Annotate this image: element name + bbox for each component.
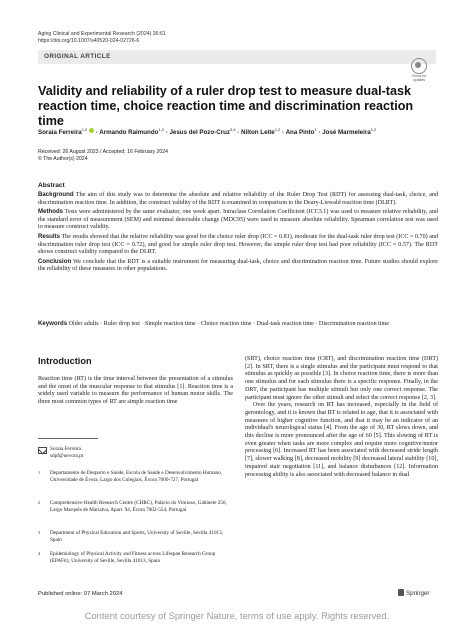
intro-paragraph: Over the years, research on RT has increased, especially in the field of gerontology, and it is known that RT is related to age, that it is associated with measures of higher cognitive function, and that it may be an indicator of an individual's neurological status [4]. From the age of 30, RT slows down, and this decline is more pronounced after the age of 60 [5]. This slowing of RT is even greater when tasks are more complex and require more cognitive/motor processing [6]. Increased RT has been associated with decreased stride length [7], slower walking [8], decreased mobility [9] decreased lateral stability [10], impaired stair negotiation [11], and balance disturbances [12]. Information processing ability is also associated with decreased balance in dual	[245, 402, 438, 478]
affiliation-number: 3	[38, 530, 41, 535]
results-label: Results	[38, 232, 61, 240]
author-name[interactable]: Ana Pinto	[285, 129, 315, 137]
abstract	[38, 182, 438, 275]
affiliation-number: 1	[38, 470, 41, 475]
background-text: The aim of this study was to determine the absolute and relative reliability of the Ruler Drop Test (RDT) for assessing dual-task, choice, and discrimination reaction time. In addition, the construct validity of the RDT is examined in comparison to the Deary-Liewald reaction time (DLRT).	[38, 191, 439, 206]
intro-right-column	[245, 356, 438, 479]
doi-link[interactable]: https://doi.org/10.1007/s40520-024-02726-6	[38, 38, 140, 44]
published-online: Published online: 07 March 2024	[38, 591, 123, 597]
affiliation-1	[38, 470, 228, 490]
intro-paragraph: Reaction time (RT) is the time interval between the presentation of a stimulus and the onset of the muscular response to that stimulus [1]. Reaction time is a widely used variable to measure the performance of human motor skills. The three most common types of RT are simple reaction time	[38, 376, 233, 406]
publisher-logo	[398, 589, 429, 597]
article-dates	[38, 149, 168, 163]
copyright: © The Author(s) 2024	[38, 156, 88, 162]
publisher-name: Springer	[406, 590, 430, 597]
affiliation-4	[38, 551, 228, 571]
author-aff: 1,2	[158, 127, 164, 132]
intro-heading: Introduction	[38, 356, 92, 366]
affiliation-2	[38, 500, 228, 520]
check-updates-label: Check for updates	[411, 74, 427, 82]
conclusion-label: Conclusion	[38, 257, 72, 265]
author-name[interactable]: Nilton Leite	[241, 129, 275, 137]
springer-horse-icon	[398, 589, 404, 596]
article-type: ORIGINAL ARTICLE	[44, 53, 111, 60]
corresponding-author	[38, 446, 228, 460]
author-list: Soraia Ferreira$^{1,2}$ · Armando Raimundo$^{1,2}$ · Jesus del Pozo-Cruz$^{3,4}$ · Nilton Leite$^{1,2}$ · Ana Pinto$^1$ · José Marmeleira$^{1,2}$	[38, 127, 377, 137]
abstract-background	[38, 191, 438, 208]
courtesy-notice: Content courtesy of Springer Nature, terms of use apply. Rights reserved.	[84, 610, 390, 621]
affiliation-text: Departamento de Desporto e Saúde, Escola de Saúde e Desenvolvimento Humano, Universidade de Évora, Largo dos Colegiais, Évora 7000-727, Portugal	[50, 470, 223, 483]
author-aff: 1	[314, 127, 317, 132]
keywords	[38, 320, 438, 329]
author-name[interactable]: Jesus del Pozo-Cruz	[169, 129, 230, 137]
article-title: Validity and reliability of a ruler drop test to measure dual-task reaction time, choice reaction time and discrimination reaction time	[38, 84, 414, 128]
affiliation-number: 2	[38, 500, 41, 505]
abstract-results	[38, 233, 438, 257]
received-accepted: Received: 26 August 2023 / Accepted: 16 February 2024	[38, 149, 169, 155]
background-label: Background	[38, 190, 74, 198]
intro-paragraph: (SRT), choice reaction time (CRT), and discrimination reaction time (DRT) [2]. In SRT, there is a single stimulus and the participant must respond to that stimulus as quickly as possible [3]. In choice reaction time, there is more than one stimulus and for each stimulus there is a specific response. Finally, in the DRT, the participant has multiple stimuli but only one correct response. The participant must ignore the other stimuli and select the correct response [2, 3].	[245, 356, 438, 401]
author-aff: 3,4	[229, 127, 236, 132]
abstract-conclusion	[38, 258, 438, 275]
author-name[interactable]: Armando Raimundo	[99, 129, 159, 137]
corresponding-name: Soraia Ferreira	[50, 446, 81, 452]
affiliation-number: 4	[38, 551, 41, 556]
author-name[interactable]: José Marmeleira	[322, 129, 371, 137]
results-text: The results showed that the relative reliability was good for the choice ruler drop (ICC = 0.81), moderate for the dual-task ruler drop test (ICC = 0.70) and discrimination ruler drop test (ICC = 0.72), and good for simple ruler drop test. However, the simple ruler drop test had poor reliability (ICC = 0.57). The RDT shows construct validity compared to the DLRT.	[38, 233, 438, 256]
journal-line: Aging Clinical and Experimental Research (2024) 36:61	[38, 31, 166, 37]
methods-text: Tests were administered by the same evaluator, one week apart. Intraclass Correlation Coefficient (ICC3.1) was used to measure relative reliability, and the standard error of measurement (SEM) and minimal detectable change (MDC95) were used to measure absolute reliability. Spearman correlation test was used to measure construct validity.	[38, 208, 438, 231]
author-aff: 1,2	[370, 127, 377, 132]
check-updates-badge[interactable]	[408, 58, 430, 84]
abstract-methods	[38, 208, 438, 232]
abstract-heading: Abstract	[38, 182, 65, 189]
keywords-text: Older adults · Ruler drop test · Simple reaction time · Choice reaction time · Dual-task reaction time · Discrimination reaction time	[68, 321, 389, 327]
methods-label: Methods	[38, 207, 64, 215]
orcid-icon[interactable]	[89, 128, 94, 133]
mail-icon	[38, 447, 47, 454]
affiliation-text: Epidemiology of Physical Activity and Fitness across Lifespan Research Group (EPAFit), University of Seville, Sevilla 41013, Spain	[50, 551, 216, 564]
author-name[interactable]: Soraia Ferreira	[38, 129, 82, 137]
affiliation-3	[38, 530, 228, 544]
affiliation-text: Department of Physical Education and Sports, University of Seville, Sevilla 41013, Spain	[50, 530, 224, 543]
intro-left-column	[38, 376, 233, 407]
corresponding-email[interactable]: sdpf@uevora.pt	[50, 452, 84, 459]
footnote-divider	[38, 438, 98, 439]
affiliation-text: Comprehensive Health Research Centre (CHRC), Palácio do Vimioso, Gabinete 256, Largo Marquês de Marialva, Apart. 94, Évora 7002-554, Portugal	[50, 500, 227, 513]
article-type-bar	[38, 50, 436, 64]
keywords-label: Keywords	[38, 320, 68, 327]
conclusion-text: We conclude that the RDT is a suitable instrument for measuring dual-task, choice and discrimination reaction time. Future studies should explore the reliability of these measures in other populations.	[38, 258, 438, 273]
author-aff: 1,2	[274, 127, 281, 132]
check-updates-icon	[411, 58, 427, 74]
author-aff: 1,2	[81, 127, 88, 132]
